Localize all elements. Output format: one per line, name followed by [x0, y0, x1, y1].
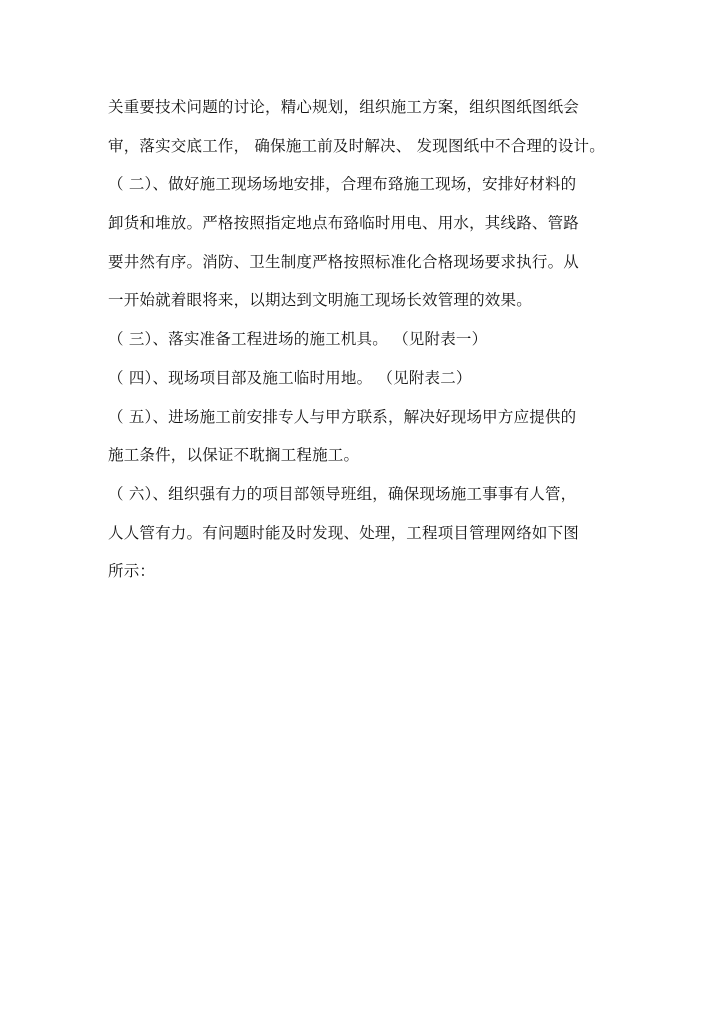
text-line-12: 人人管有力。有问题时能及时发现、处理，工程项目管理网络如下图: [108, 523, 580, 542]
text-line-5: 要井然有序。消防、卫生制度严格按照标准化合格现场要求执行。从: [108, 252, 580, 271]
text-line-4: 卸货和堆放。严格按照指定地点布臵临时用电、用水，其线路、管路: [108, 214, 580, 233]
text-line-1: 关重要技术问题的讨论，精心规划，组织施工方案，组织图纸图纸会: [108, 98, 580, 116]
text-line-7: （ 三）、落实准备工程进场的施工机具。 （见附表一）: [108, 330, 488, 349]
text-line-3: （ 二）、做好施工现场场地安排，合理布臵施工现场，安排好材料的: [108, 175, 577, 194]
text-line-2: 审，落实交底工作， 确保施工前及时解决、 发现图纸中不合理的设计。: [108, 136, 605, 155]
body-text: [108, 94, 628, 597]
text-line-9: （ 五）、进场施工前安排专人与甲方联系，解决好现场甲方应提供的: [108, 407, 577, 426]
text-line-11: （ 六）、组织强有力的项目部领导班组，确保现场施工事事有人管，: [108, 484, 577, 503]
text-line-10: 施工条件，以保证不耽搁工程施工。: [108, 446, 360, 465]
text-line-8: （ 四）、现场项目部及施工临时用地。 （见附表二）: [108, 368, 472, 387]
text-line-6: 一开始就着眼将来，以期达到文明施工现场长效管理的效果。: [108, 291, 532, 310]
text-line-13: 所示：: [108, 562, 156, 581]
